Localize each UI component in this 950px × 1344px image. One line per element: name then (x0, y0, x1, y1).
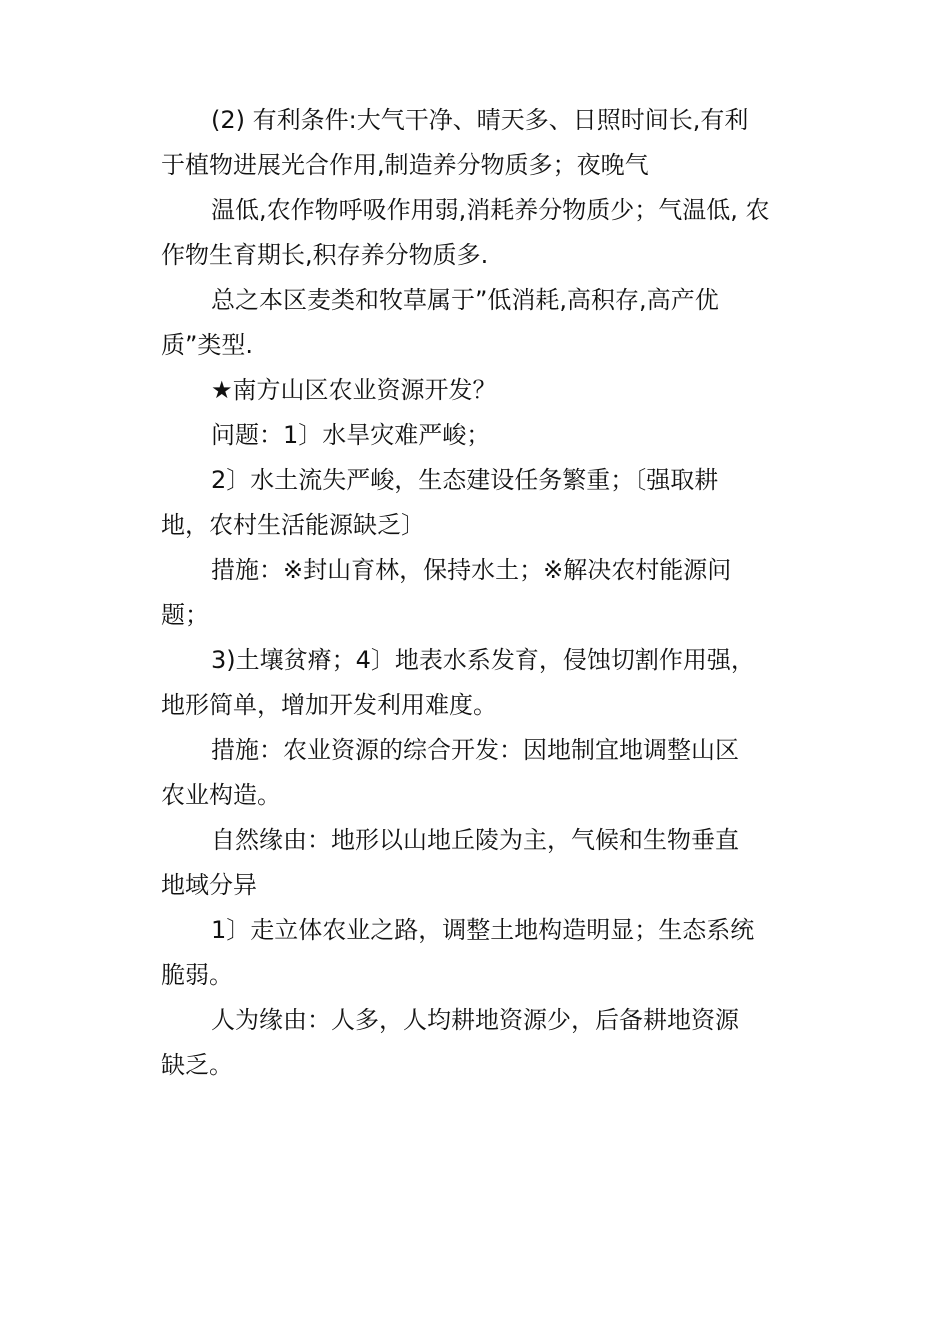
text-line: 自然缘由：地形以山地丘陵为主，气候和生物垂直 (211, 826, 739, 854)
text-line: 题； (161, 601, 209, 629)
text-line: 于植物进展光合作用,制造养分物质多；夜晚气 (161, 151, 649, 179)
text-line: (2) 有利条件:大气干净、晴天多、日照时间长,有利 (211, 106, 749, 134)
document-body (161, 98, 801, 1088)
text-line: 质”类型. (161, 331, 254, 359)
text-line: 温低,农作物呼吸作用弱,消耗养分物质少；气温低, 农 (211, 196, 770, 224)
text-line: 农业构造。 (161, 781, 281, 809)
text-line: 2〕水土流失严峻，生态建设任务繁重；〔强取耕 (211, 466, 719, 494)
section-heading: ★南方山区农业资源开发？ (211, 376, 497, 404)
text-line: 脆弱。 (161, 961, 233, 989)
text-line: 人为缘由：人多，人均耕地资源少，后备耕地资源 (211, 1006, 739, 1034)
text-line: 地形简单，增加开发利用难度。 (161, 691, 497, 719)
text-line: 措施：农业资源的综合开发：因地制宜地调整山区 (211, 736, 739, 764)
text-line: 3)土壤贫瘠；4〕地表水系发育，侵蚀切割作用强， (211, 646, 755, 674)
text-line: 问题：1〕水旱灾难严峻； (211, 421, 491, 449)
text-line: 总之本区麦类和牧草属于”低消耗,高积存,高产优 (211, 286, 719, 314)
text-line: 缺乏。 (161, 1051, 233, 1079)
text-line: 1〕走立体农业之路，调整土地构造明显；生态系统 (211, 916, 755, 944)
text-line: 地域分异 (161, 871, 257, 899)
text-line: 措施：※封山育林，保持水土；※解决农村能源问 (211, 556, 732, 584)
text-line: 地，农村生活能源缺乏〕 (161, 511, 425, 539)
text-line: 作物生育期长,积存养分物质多. (161, 241, 489, 269)
